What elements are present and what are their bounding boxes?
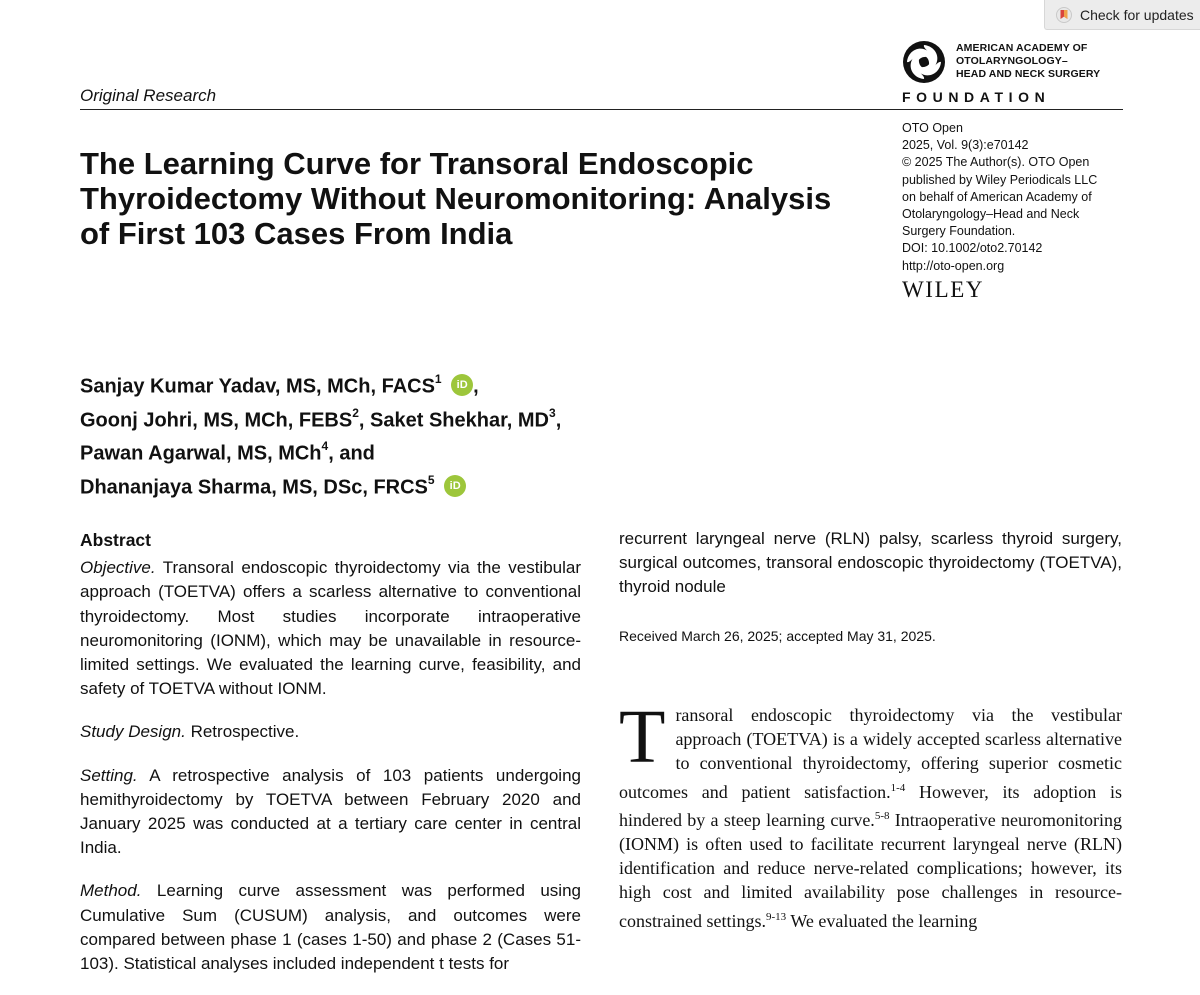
copyright-line: Surgery Foundation.: [902, 224, 1016, 239]
design-text: Retrospective.: [190, 722, 300, 742]
publisher-logo: WILEY: [902, 277, 985, 302]
citation[interactable]: 1-4: [890, 781, 906, 794]
copyright-line: published by Wiley Periodicals LLC: [902, 172, 1098, 187]
copyright-line: © 2025 The Author(s). OTO Open: [902, 155, 1090, 170]
method-label: Method.: [80, 881, 142, 901]
design-label: Study Design.: [80, 722, 186, 742]
article-title: The Learning Curve for Transoral Endoscopic Thyroidectomy Without Neuromonitoring: Analysis of First 103 Cases From India: [80, 146, 832, 251]
abstract-setting: [80, 764, 581, 861]
copyright-line: on behalf of American Academy of: [902, 189, 1092, 204]
objective-label: Objective.: [80, 558, 156, 578]
affiliation-marker: 3: [549, 405, 556, 420]
orcid-icon[interactable]: iD: [451, 374, 473, 396]
author-list: Sanjay Kumar Yadav, MS, MCh, FACS$^1$ iD , Goonj Johri, MS, MCh, FEBS$^2$, Saket Shekhar, $MD^3$, Pawan Agarwal, MS, MCh$^4$, and Dhananjaya Sharma, MS, DSc, FRCS$^5$ iD: [80, 372, 562, 499]
intro-text: ransoral endoscopic thyroidectomy via the vestibular approach (TOETVA) is a widely accepted scarless alternative to conventional thyroidectomy, offering superior cosmetic outcomes and patient satisfaction.: [619, 705, 1122, 802]
objective-text: Transoral endoscopic thyroidectomy via the vestibular approach (TOETVA) offers a scarless alternative to conventional thyroidectomy. Most studies incorporate intraoperative neuromonitoring (IONM), which may be unavailable in resource-limited settings. We evaluated the learning curve, feasibility, and safety of TOETVA without IONM.: [80, 558, 581, 699]
orcid-icon[interactable]: iD: [444, 475, 466, 497]
author-name[interactable]: Goonj Johri, MS, MCh, FEBS: [80, 409, 353, 432]
copyright-line: Otolaryngology–Head and Neck: [902, 207, 1080, 222]
journal-volume: 2025, Vol. 9(3):e70142: [902, 138, 1029, 153]
bookmark-icon: [1056, 7, 1072, 23]
doi[interactable]: DOI: 10.1002/oto2.70142: [902, 241, 1043, 256]
intro-text: Intraoperative neuromonitoring (IONM) is often used to facilitate recurrent laryngeal nerve (RLN) identification and reduce nerve-related complications; however, its high cost and limited availability pose challenges in resource-constrained settings.: [619, 809, 1122, 931]
abstract-method: [80, 879, 581, 976]
author-name[interactable]: Saket Shekhar, MD: [370, 409, 549, 432]
journal-url[interactable]: http://oto-open.org: [902, 258, 1005, 273]
intro-text: We evaluated the learning: [786, 910, 978, 931]
logo-foundation: FOUNDATION: [902, 89, 1051, 105]
logo-line: HEAD AND NECK SURGERY: [956, 68, 1101, 80]
citation[interactable]: 5-8: [874, 809, 890, 822]
intro-text: However, its adoption is hindered by a steep learning curve.: [619, 781, 1122, 830]
citation[interactable]: 9-13: [765, 910, 787, 923]
logo-line: AMERICAN ACADEMY OF: [956, 42, 1088, 54]
logo-line: OTOLARYNGOLOGY–: [956, 55, 1068, 67]
setting-text: A retrospective analysis of 103 patients undergoing hemithyroidectomy by TOETVA between February 2020 and January 2025 was conducted at a tertiary care center in central India.: [80, 765, 581, 858]
abstract-design: [80, 720, 581, 744]
logo-wordmark: [956, 42, 1100, 81]
swirl-logo-icon: [902, 40, 946, 84]
author-name[interactable]: Sanjay Kumar Yadav, MS, MCh, FACS: [80, 375, 435, 398]
keywords-block: [619, 527, 1122, 600]
check-for-updates-label: Check for updates: [1080, 6, 1194, 23]
check-for-updates-button[interactable]: [1044, 0, 1200, 30]
abstract: [80, 528, 581, 995]
affiliation-marker: 1: [434, 372, 442, 386]
section-label: Original Research: [80, 86, 217, 105]
introduction: [619, 695, 1122, 933]
author-name[interactable]: Pawan Agarwal, MS, MCh: [80, 442, 322, 465]
affiliation-marker: 4: [321, 439, 329, 454]
setting-label: Setting.: [80, 765, 138, 785]
keywords: recurrent laryngeal nerve (RLN) palsy, scarless thyroid surgery, surgical outcomes, transoral endoscopic thyroidectomy (TOETVA), thyroid nodule: [619, 529, 1122, 597]
received-dates: Received March 26, 2025; accepted May 31, 2025.: [619, 628, 936, 644]
affiliation-marker: 5: [427, 472, 435, 487]
author-conjunction: and: [339, 442, 375, 465]
method-text: Learning curve assessment was performed using Cumulative Sum (CUSUM) analysis, and outcomes were compared between phase 1 (cases 1-50) and phase 2 (Cases 51-103). Statistical analyses included independent t tests for: [80, 881, 581, 974]
journal-info: [902, 120, 1097, 275]
author-name[interactable]: Dhananjaya Sharma, MS, DSc, FRCS: [80, 476, 428, 499]
journal-name: OTO Open: [902, 121, 963, 135]
affiliation-marker: 2: [352, 405, 359, 420]
abstract-objective: [80, 556, 581, 701]
drop-cap: T: [619, 695, 666, 779]
abstract-heading: Abstract: [80, 530, 151, 550]
header-divider: [80, 109, 1123, 110]
